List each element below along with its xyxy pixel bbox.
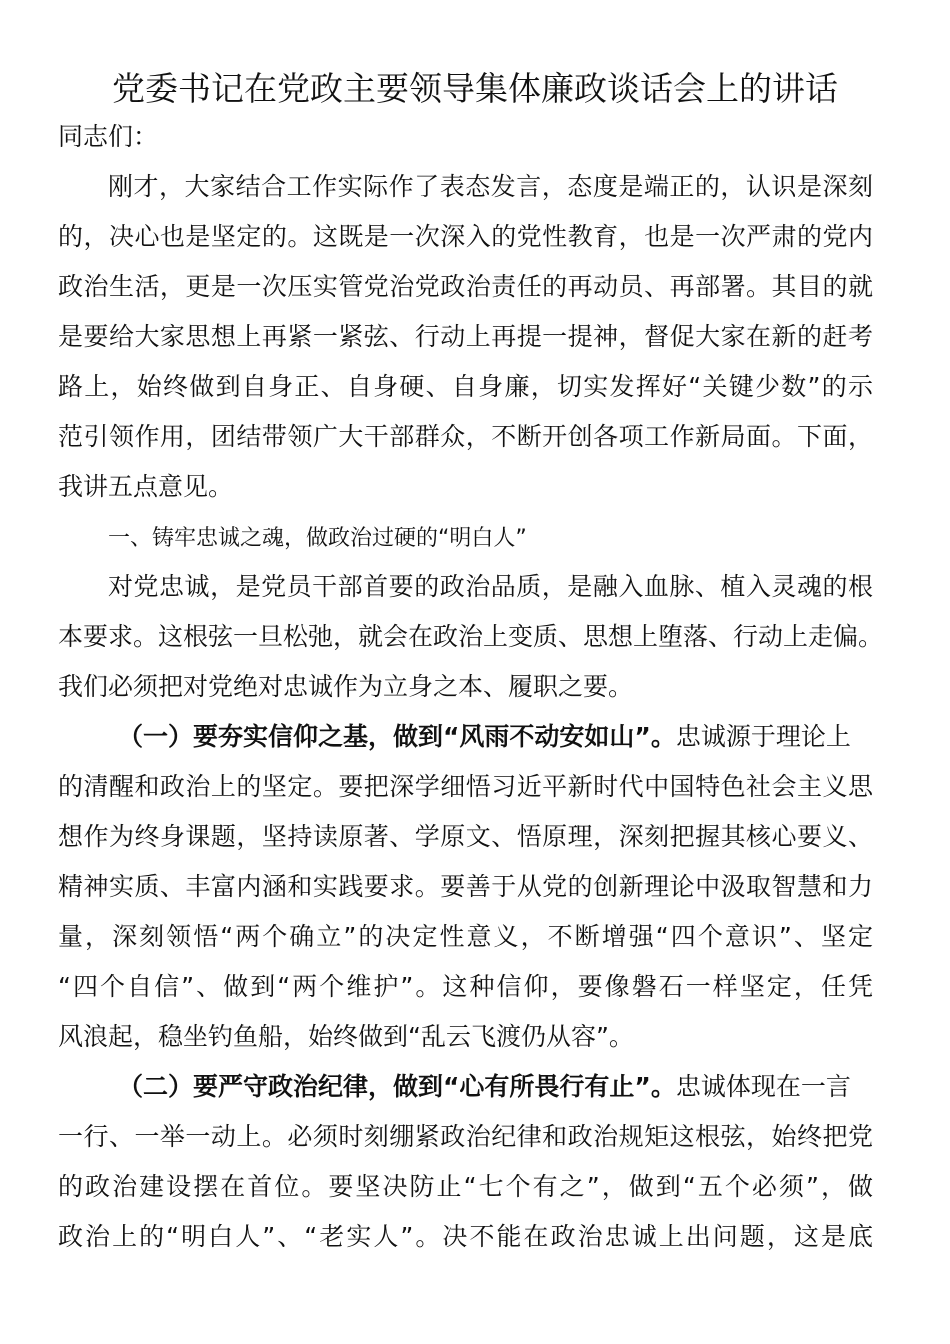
paragraph-line: 是要给大家思想上再紧一紧弦、行动上再提一提神，督促大家在新的赶考 (58, 322, 873, 351)
paragraph-line: 的，决心也是坚定的。这既是一次深入的党性教育，也是一次严肃的党内 (58, 222, 873, 251)
subsection-line (118, 720, 851, 754)
paragraph-line: 路上，始终做到自身正、自身硬、自身廉，切实发挥好“关键少数”的示 (58, 372, 873, 401)
paragraph-line: 范引领作用，团结带领广大干部群众，不断开创各项工作新局面。下面， (58, 422, 873, 451)
paragraph-text: 忠诚源于理论上 (675, 722, 851, 751)
paragraph-line: 精神实质、丰富内涵和实践要求。要善于从党的创新理论中汲取智慧和力 (58, 872, 873, 901)
paragraph-line: “四个自信”、做到“两个维护”。这种信仰，要像磐石一样坚定，任凭 (58, 972, 873, 1001)
paragraph-line: 政治生活，更是一次压实管党治党政治责任的再动员、再部署。其目的就 (58, 272, 873, 301)
subsection-heading: （二）要严守政治纪律，做到“心有所畏行有止”。 (118, 1072, 676, 1101)
paragraph-text: 忠诚体现在一言 (675, 1072, 851, 1101)
paragraph-line: 想作为终身课题，坚持读原著、学原文、悟原理，深刻把握其核心要义、 (58, 822, 873, 851)
salutation: 同志们： (58, 122, 159, 151)
section-heading: 一、铸牢忠诚之魂，做政治过硬的“明白人” (108, 526, 527, 551)
paragraph-line: 量，深刻领悟“两个确立”的决定性意义，不断增强“四个意识”、坚定 (58, 922, 873, 951)
paragraph-line: 我们必须把对党绝对忠诚作为立身之本、履职之要。 (58, 672, 634, 701)
paragraph-line: 的政治建设摆在首位。要坚决防止“七个有之”，做到“五个必须”，做 (58, 1172, 873, 1201)
paragraph-line: 的清醒和政治上的坚定。要把深学细悟习近平新时代中国特色社会主义思 (58, 772, 873, 801)
paragraph-line: 本要求。这根弦一旦松弛，就会在政治上变质、思想上堕落、行动上走偏。 (58, 622, 884, 651)
paragraph-line: 对党忠诚，是党员干部首要的政治品质，是融入血脉、植入灵魂的根 (108, 572, 873, 601)
paragraph-line: 刚才，大家结合工作实际作了表态发言，态度是端正的，认识是深刻 (108, 172, 873, 201)
paragraph-line: 风浪起，稳坐钓鱼船，始终做到“乱云飞渡仍从容”。 (58, 1022, 634, 1051)
document-title: 党委书记在党政主要领导集体廉政谈话会上的讲话 (112, 69, 838, 108)
paragraph-line: 一行、一举一动上。必须时刻绷紧政治纪律和政治规矩这根弦，始终把党 (58, 1122, 873, 1151)
paragraph-line: 我讲五点意见。 (58, 472, 234, 501)
subsection-line (118, 1070, 851, 1104)
paragraph-line: 政治上的“明白人”、“老实人”。决不能在政治忠诚上出问题，这是底 (58, 1222, 873, 1251)
subsection-heading: （一）要夯实信仰之基，做到“风雨不动安如山”。 (118, 722, 676, 751)
